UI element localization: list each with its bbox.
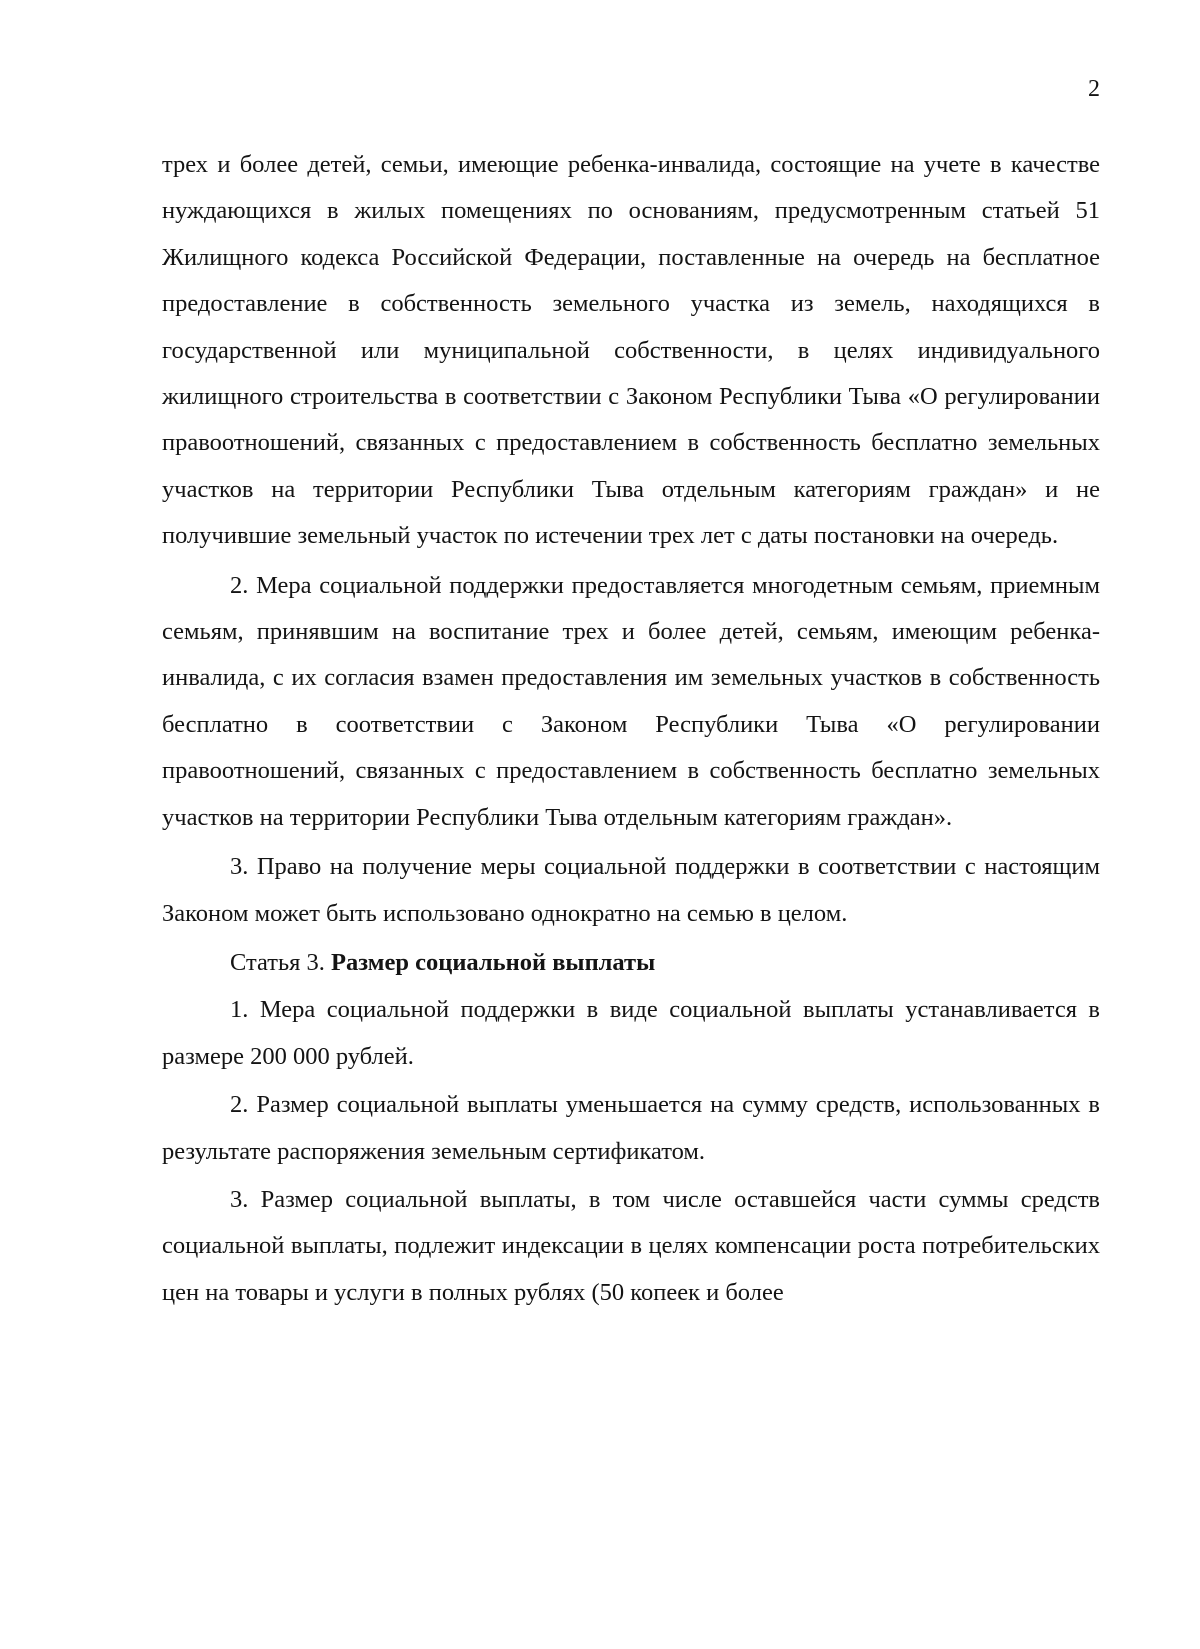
- article-title: Размер социальной выплаты: [331, 948, 656, 976]
- article-item-1: 1. Мера социальной поддержки в виде социальной выплаты устанавливается в размере 200 000 рублей.: [162, 996, 1100, 1070]
- article-item-2: 2. Размер социальной выплаты уменьшается на сумму средств, использованных в результате распоряжения земельным сертификатом.: [162, 1091, 1100, 1165]
- article-heading: [162, 940, 1100, 986]
- article-label: Статья 3.: [230, 948, 325, 976]
- paragraph-item-2: 2. Мера социальной поддержки предоставляется многодетным семьям, приемным семьям, принявшим на воспитание трех и более детей, семьям, имеющим ребенка-инвалида, с их согласия взамен предоставления им земельных участков в собственность бесплатно в соответствии с Законом Республики Тыва «О регулировании правоотношений, связанных с предоставлением в собственность бесплатно земельных участков на территории Республики Тыва отдельным категориям граждан».: [162, 571, 1100, 831]
- paragraph-continuation: трех и более детей, семьи, имеющие ребенка-инвалида, состоящие на учете в качестве нуждающихся в жилых помещениях по основаниям, предусмотренным статьей 51 Жилищного кодекса Российской Федерации, поставленные на очередь на бесплатное предоставление в собственность земельного участка из земель, находящихся в государственной или муниципальной собственности, в целях индивидуального жилищного строительства в соответствии с Законом Республики Тыва «О регулировании правоотношений, связанных с предоставлением в собственность бесплатно земельных участков на территории Республики Тыва отдельным категориям граждан» и не получившие земельный участок по истечении трех лет с даты постановки на очередь.: [162, 151, 1100, 550]
- article-item-3: 3. Размер социальной выплаты, в том числе оставшейся части суммы средств социальной выплаты, подлежит индексации в целях компенсации роста потребительских цен на товары и услуги в полных рублях (50 копеек и более: [162, 1185, 1100, 1306]
- document-body: [162, 142, 1100, 1319]
- paragraph-item-3: 3. Право на получение меры социальной поддержки в соответствии с настоящим Законом может быть использовано однократно на семью в целом.: [162, 853, 1100, 927]
- page-number: 2: [1088, 76, 1100, 102]
